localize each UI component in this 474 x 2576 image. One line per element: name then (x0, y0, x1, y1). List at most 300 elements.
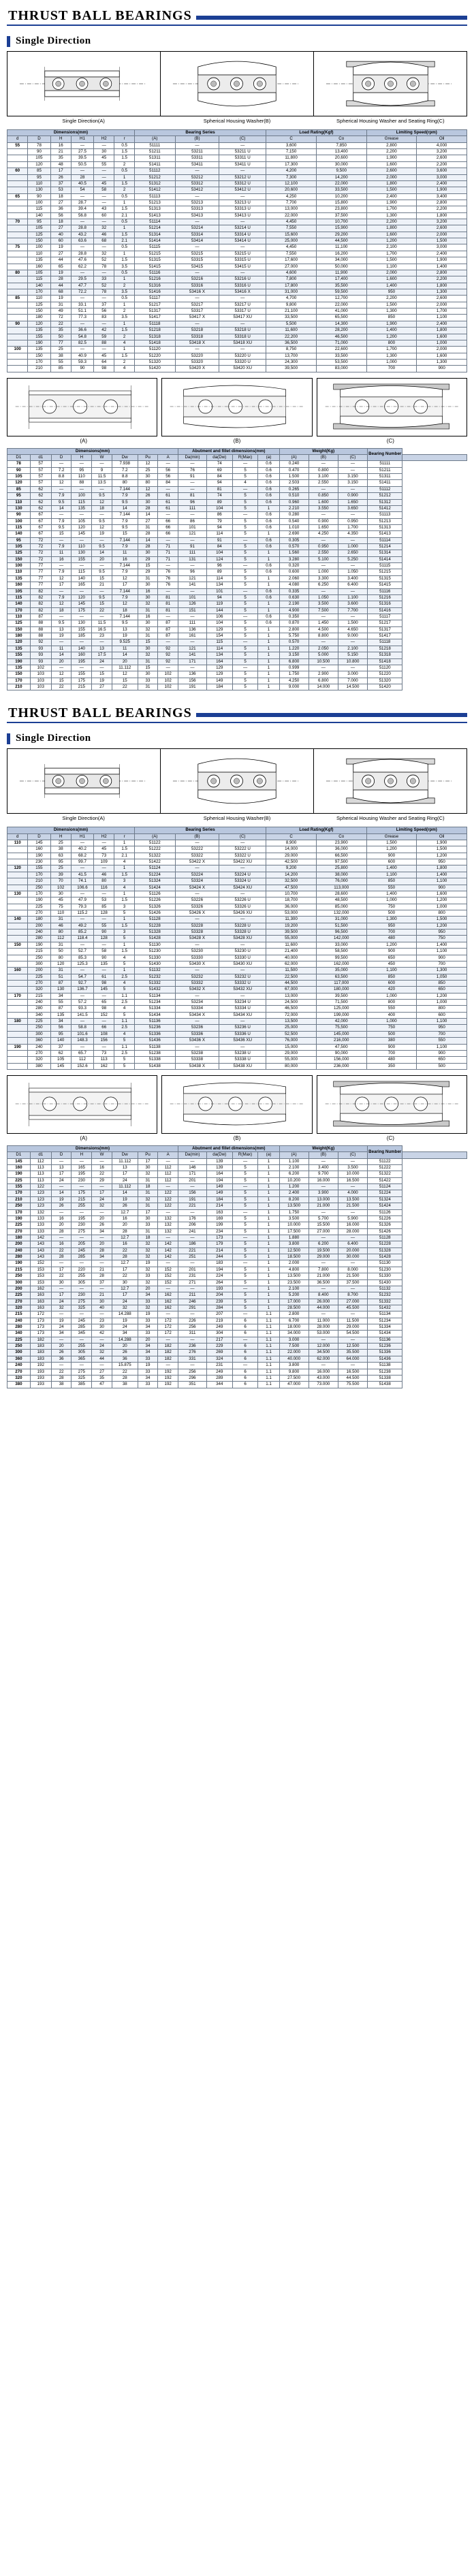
cell: 53438 X (175, 1063, 219, 1069)
cell: 62 (50, 1050, 71, 1056)
cell: 4 (114, 340, 134, 346)
table-row[interactable] (7, 1000, 467, 1006)
table-row[interactable] (7, 563, 467, 569)
table-row[interactable] (7, 1165, 467, 1171)
cell: 4,700 (266, 296, 317, 302)
cell: 18 (50, 219, 71, 225)
cell: 120 (7, 865, 28, 872)
table-row[interactable] (7, 512, 467, 518)
cell: 140 (28, 212, 50, 219)
cell: 53226 U (219, 897, 266, 904)
table-row[interactable] (7, 1235, 467, 1241)
table-row[interactable] (7, 1241, 467, 1247)
col-header-h2: H2 (94, 833, 114, 840)
table-row[interactable] (7, 499, 467, 505)
cell: 34 (50, 993, 71, 999)
cell: 34 (92, 1228, 112, 1235)
table-row[interactable] (7, 626, 467, 633)
table-row[interactable] (7, 219, 467, 225)
table-row[interactable] (7, 1063, 467, 1069)
table-row[interactable] (7, 678, 467, 684)
cell: 320 (7, 1305, 31, 1311)
table-row[interactable] (7, 601, 467, 607)
cell: 0.265 (279, 486, 309, 492)
cell: 36 (112, 1356, 138, 1362)
cell: 2.690 (279, 531, 309, 537)
table-row[interactable] (7, 1050, 467, 1056)
table-row[interactable] (7, 302, 467, 308)
table-row[interactable] (7, 1337, 467, 1343)
table-row[interactable] (7, 486, 467, 492)
cell: 27.000 (309, 1228, 338, 1235)
table-row[interactable] (7, 315, 467, 321)
table-row[interactable] (7, 614, 467, 620)
cell: 400 (366, 1012, 417, 1018)
cell: 1.5 (114, 257, 134, 264)
cell: 129 (206, 671, 232, 678)
cell: 9.525 (112, 639, 138, 646)
table-row[interactable] (7, 904, 467, 910)
cell: — (175, 244, 219, 251)
table-row[interactable] (7, 1324, 467, 1331)
cell: 1 (258, 1247, 279, 1254)
cell: — (175, 917, 219, 923)
cell: 0.6 (258, 512, 279, 518)
table-row[interactable] (7, 1158, 467, 1164)
table-row[interactable] (7, 1305, 467, 1311)
cell: — (309, 1286, 338, 1292)
table-row[interactable] (7, 1369, 467, 1375)
table-row[interactable] (7, 1006, 467, 1012)
table-row[interactable] (7, 480, 467, 486)
table-row[interactable] (7, 582, 467, 588)
table-row[interactable] (7, 180, 467, 187)
cell: 51426 (134, 910, 175, 916)
table-row[interactable] (7, 575, 467, 582)
cell: 15 (92, 671, 112, 678)
cell: 0.510 (279, 493, 309, 499)
table-row[interactable] (7, 865, 467, 872)
cell: 0.6 (258, 563, 279, 569)
cell: — (51, 537, 72, 543)
cell: 7.938 (112, 461, 138, 467)
table-row[interactable] (7, 1177, 467, 1183)
cell: 3.100 (309, 474, 338, 480)
table-row[interactable] (7, 328, 467, 334)
table-row[interactable] (7, 1209, 467, 1215)
table-row[interactable] (7, 1299, 467, 1305)
cell: 1 (258, 1279, 279, 1286)
cell: 172 (158, 1331, 178, 1337)
cell: 145 (50, 1063, 71, 1069)
table-row[interactable] (7, 155, 467, 161)
cell: 34 (138, 1375, 158, 1381)
table-row[interactable] (7, 1356, 467, 1362)
cell: 1 (114, 347, 134, 353)
table-row[interactable] (7, 1267, 467, 1273)
table-row[interactable] (7, 961, 467, 967)
cell: 112 (50, 936, 71, 942)
cell: 20 (112, 1343, 138, 1350)
table-row[interactable] (7, 347, 467, 353)
table-row[interactable] (7, 1222, 467, 1228)
cell: 53430 XU (219, 961, 266, 967)
table-row[interactable] (7, 524, 467, 530)
cell: 13,500 (266, 1019, 317, 1025)
table-row[interactable] (7, 296, 467, 302)
cell: 5.700 (309, 1215, 338, 1222)
table-row[interactable] (7, 168, 467, 174)
table-row[interactable] (7, 276, 467, 283)
table-row[interactable] (7, 161, 467, 168)
table-row[interactable] (7, 1038, 467, 1044)
cross-section-captions-2 (7, 1135, 467, 1141)
table-row[interactable] (7, 840, 467, 846)
table-row[interactable] (7, 1382, 467, 1388)
cell: 104 (206, 505, 232, 511)
cell: 13,700 (266, 353, 317, 359)
cell: 3 (114, 878, 134, 885)
table-row[interactable] (7, 225, 467, 232)
table-row[interactable] (7, 174, 467, 180)
figure-single-direction-a-2 (7, 749, 161, 813)
table-row[interactable] (7, 474, 467, 480)
cell: 11.000 (309, 1318, 338, 1324)
cell: 51322 (368, 1171, 402, 1177)
table-row[interactable] (7, 467, 467, 473)
cell: 5 (232, 646, 258, 652)
table-row[interactable] (7, 853, 467, 859)
cell (7, 859, 28, 865)
subsection-header-1 (7, 35, 467, 47)
cell: 34 (138, 1343, 158, 1350)
table-row[interactable] (7, 846, 467, 853)
cell: 173 (30, 1318, 51, 1324)
cell: — (175, 270, 219, 276)
cell: 91 (206, 537, 232, 543)
cell: — (232, 1337, 258, 1343)
table-row[interactable] (7, 1215, 467, 1222)
cell: 1 (258, 607, 279, 614)
table-row[interactable] (7, 1279, 467, 1286)
table-row[interactable] (7, 1057, 467, 1063)
col-header--a-: (A) (134, 833, 175, 840)
cell: 80 (50, 929, 71, 936)
cell: 240 (28, 1044, 50, 1050)
cell: — (51, 1184, 72, 1190)
table-row[interactable] (7, 936, 467, 942)
table-row[interactable] (7, 334, 467, 340)
cell: 29 (92, 1177, 112, 1183)
cell: 236 (178, 1343, 207, 1350)
cell: 215 (28, 993, 50, 999)
table-row[interactable] (7, 1375, 467, 1381)
table-row[interactable] (7, 1273, 467, 1279)
table-row[interactable] (7, 1247, 467, 1254)
cell: 75 (7, 244, 28, 251)
table-row[interactable] (7, 646, 467, 652)
cell: 180 (7, 633, 31, 639)
table-row[interactable] (7, 308, 467, 315)
table-row[interactable] (7, 1044, 467, 1050)
table-row[interactable] (7, 917, 467, 923)
table-row[interactable] (7, 1311, 467, 1318)
cell: 210 (7, 684, 31, 690)
table-row[interactable] (7, 633, 467, 639)
table-row[interactable] (7, 1203, 467, 1209)
cell: 3,600 (266, 142, 317, 148)
table-row[interactable] (7, 974, 467, 980)
table-row[interactable] (7, 878, 467, 885)
cell: 31 (138, 633, 158, 639)
cell: 59 (94, 334, 114, 340)
cell: 0.6 (258, 499, 279, 505)
table-row[interactable] (7, 1343, 467, 1350)
table-row[interactable] (7, 859, 467, 865)
table-row[interactable] (7, 968, 467, 974)
cell: 53 (94, 897, 114, 904)
cell: 325 (72, 1375, 92, 1381)
cell: 1.750 (279, 1209, 309, 1215)
cell: 9.5 (112, 499, 138, 505)
table-row[interactable] (7, 270, 467, 276)
cell: — (338, 1209, 367, 1215)
cell: 45.500 (338, 1305, 367, 1311)
table-row[interactable] (7, 652, 467, 658)
table-row[interactable] (7, 1350, 467, 1356)
cell: 5.150 (338, 652, 367, 658)
table-row[interactable] (7, 200, 467, 206)
cell: 53412 (175, 187, 219, 193)
cell: 700 (417, 1031, 467, 1037)
cell: 700 (366, 366, 417, 372)
cell: 8.8 (51, 474, 72, 480)
cell: 146 (178, 1165, 207, 1171)
table-row[interactable] (7, 987, 467, 993)
cell: 225 (7, 1292, 31, 1299)
cell: 11,500 (266, 968, 317, 974)
cell: — (94, 865, 114, 872)
table-row[interactable] (7, 885, 467, 891)
cell: 111 (178, 505, 207, 511)
table-row[interactable] (7, 283, 467, 289)
table-row[interactable] (7, 639, 467, 646)
cell: — (178, 1158, 207, 1164)
table-row[interactable] (7, 1196, 467, 1203)
table-row[interactable] (7, 569, 467, 575)
cell: 150 (28, 308, 50, 315)
table-row[interactable] (7, 537, 467, 543)
table-row[interactable] (7, 251, 467, 257)
detail-table-head-2 (7, 1145, 467, 1158)
cell: 102 (158, 684, 178, 690)
table-row[interactable] (7, 1331, 467, 1337)
cell: 16 (51, 1215, 72, 1222)
cell: 0.630 (279, 594, 309, 601)
table-row[interactable] (7, 684, 467, 690)
table-row[interactable] (7, 193, 467, 200)
table-row[interactable] (7, 897, 467, 904)
cell: 22 (50, 321, 71, 327)
cell: — (94, 174, 114, 180)
table-row[interactable] (7, 658, 467, 665)
table-row[interactable] (7, 321, 467, 327)
table-row[interactable] (7, 212, 467, 219)
table-row[interactable] (7, 1025, 467, 1031)
table-row[interactable] (7, 1171, 467, 1177)
table-row[interactable] (7, 1184, 467, 1190)
table-row[interactable] (7, 257, 467, 264)
cell: 1,800 (417, 328, 467, 334)
cell: 111 (178, 620, 207, 626)
cell: 33,500 (266, 315, 317, 321)
cell: — (158, 1363, 178, 1369)
table-row[interactable] (7, 353, 467, 359)
table-row[interactable] (7, 1012, 467, 1018)
table-row[interactable] (7, 1292, 467, 1299)
table-row[interactable] (7, 671, 467, 678)
cell: 12 (112, 575, 138, 582)
table-row[interactable] (7, 891, 467, 897)
cell: 500 (417, 1063, 467, 1069)
cell: 183 (206, 1260, 232, 1267)
table-row[interactable] (7, 493, 467, 499)
cross-section-b (161, 378, 312, 436)
detail-table-body-1 (7, 461, 467, 690)
table-row[interactable] (7, 923, 467, 929)
col-header--a-: (A) (279, 455, 309, 461)
cell: — (158, 1158, 178, 1164)
table-row[interactable] (7, 1286, 467, 1292)
table-row[interactable] (7, 232, 467, 238)
table-row[interactable] (7, 149, 467, 155)
table-row[interactable] (7, 187, 467, 193)
table-row[interactable] (7, 556, 467, 562)
table-row[interactable] (7, 531, 467, 537)
group-dimensions: Dimensions(mm) (7, 130, 135, 136)
table-row[interactable] (7, 620, 467, 626)
table-row[interactable] (7, 461, 467, 467)
section-1 (0, 8, 474, 690)
cell: 7.2 (51, 467, 72, 473)
cell: 250 (28, 885, 50, 891)
table-row[interactable] (7, 607, 467, 614)
cell: 9.5 (92, 518, 112, 524)
table-row[interactable] (7, 1190, 467, 1196)
table-row[interactable] (7, 1260, 467, 1267)
cell: 10.500 (309, 658, 338, 665)
cell: 98 (94, 1006, 114, 1012)
cell: 15 (92, 575, 112, 582)
cell: 53424 X (175, 885, 219, 891)
cell: 3.150 (279, 652, 309, 658)
table-row[interactable] (7, 1019, 467, 1025)
table-row[interactable] (7, 588, 467, 594)
cell: 128 (94, 936, 114, 942)
table-row[interactable] (7, 1254, 467, 1260)
table-row[interactable] (7, 955, 467, 961)
table-row[interactable] (7, 366, 467, 372)
table-row[interactable] (7, 1031, 467, 1037)
table-row[interactable] (7, 359, 467, 365)
cell: 304 (206, 1331, 232, 1337)
cell: 31 (138, 1203, 158, 1209)
cell: 28 (138, 544, 158, 550)
cell: 285 (72, 1324, 92, 1331)
table-row[interactable] (7, 505, 467, 511)
table-row[interactable] (7, 949, 467, 955)
table-row[interactable] (7, 1318, 467, 1324)
table-row[interactable] (7, 518, 467, 524)
table-row[interactable] (7, 980, 467, 986)
cell: 99,500 (316, 955, 366, 961)
cell: 55 (94, 161, 114, 168)
cell: 47.9 (71, 897, 93, 904)
cell: — (178, 563, 207, 569)
cell: 2.5 (114, 1050, 134, 1056)
cell: 21 (50, 149, 71, 155)
table-row[interactable] (7, 872, 467, 878)
table-row[interactable] (7, 238, 467, 244)
cell: 1,900 (417, 840, 467, 846)
table-row[interactable] (7, 550, 467, 556)
cell: 12,700 (316, 296, 366, 302)
table-row[interactable] (7, 244, 467, 251)
cell: — (309, 639, 338, 646)
table-row[interactable] (7, 264, 467, 270)
cell: 53426 X (175, 910, 219, 916)
table-row[interactable] (7, 594, 467, 601)
table-row[interactable] (7, 929, 467, 936)
cell (7, 1000, 28, 1006)
cell: 53436 XU (219, 1038, 266, 1044)
cell: 51138 (134, 1044, 175, 1050)
table-row[interactable] (7, 910, 467, 916)
cell: 1,900 (417, 257, 467, 264)
table-row[interactable] (7, 544, 467, 550)
table-row[interactable] (7, 993, 467, 999)
table-row[interactable] (7, 142, 467, 148)
cell: 9.5 (112, 620, 138, 626)
cell: — (175, 347, 219, 353)
cell: 8.200 (279, 1196, 309, 1203)
cell: 0.870 (279, 620, 309, 626)
table-row[interactable] (7, 206, 467, 212)
figure-caption-a-2: Single Direction(A) (62, 815, 105, 822)
cell: 19 (138, 1311, 158, 1318)
table-row[interactable] (7, 942, 467, 948)
cell: — (51, 1260, 72, 1267)
cell: 37 (50, 1044, 71, 1050)
table-row[interactable] (7, 1228, 467, 1235)
cell: 1.5 (114, 328, 134, 334)
table-row[interactable] (7, 665, 467, 671)
cell: 850 (366, 974, 417, 980)
cell: 2,100 (366, 244, 417, 251)
table-row[interactable] (7, 340, 467, 346)
cell: 6.400 (338, 1241, 367, 1247)
cell: 3.550 (309, 505, 338, 511)
cell: 95 (28, 174, 50, 180)
cell: 95 (7, 493, 31, 499)
table-row[interactable] (7, 1363, 467, 1369)
cell: 9.000 (279, 684, 309, 690)
table-row[interactable] (7, 289, 467, 295)
cell: 51332 (134, 980, 175, 986)
cell: 19.500 (309, 1247, 338, 1254)
cell: 2,200 (417, 161, 467, 168)
cell: 126 (178, 601, 207, 607)
